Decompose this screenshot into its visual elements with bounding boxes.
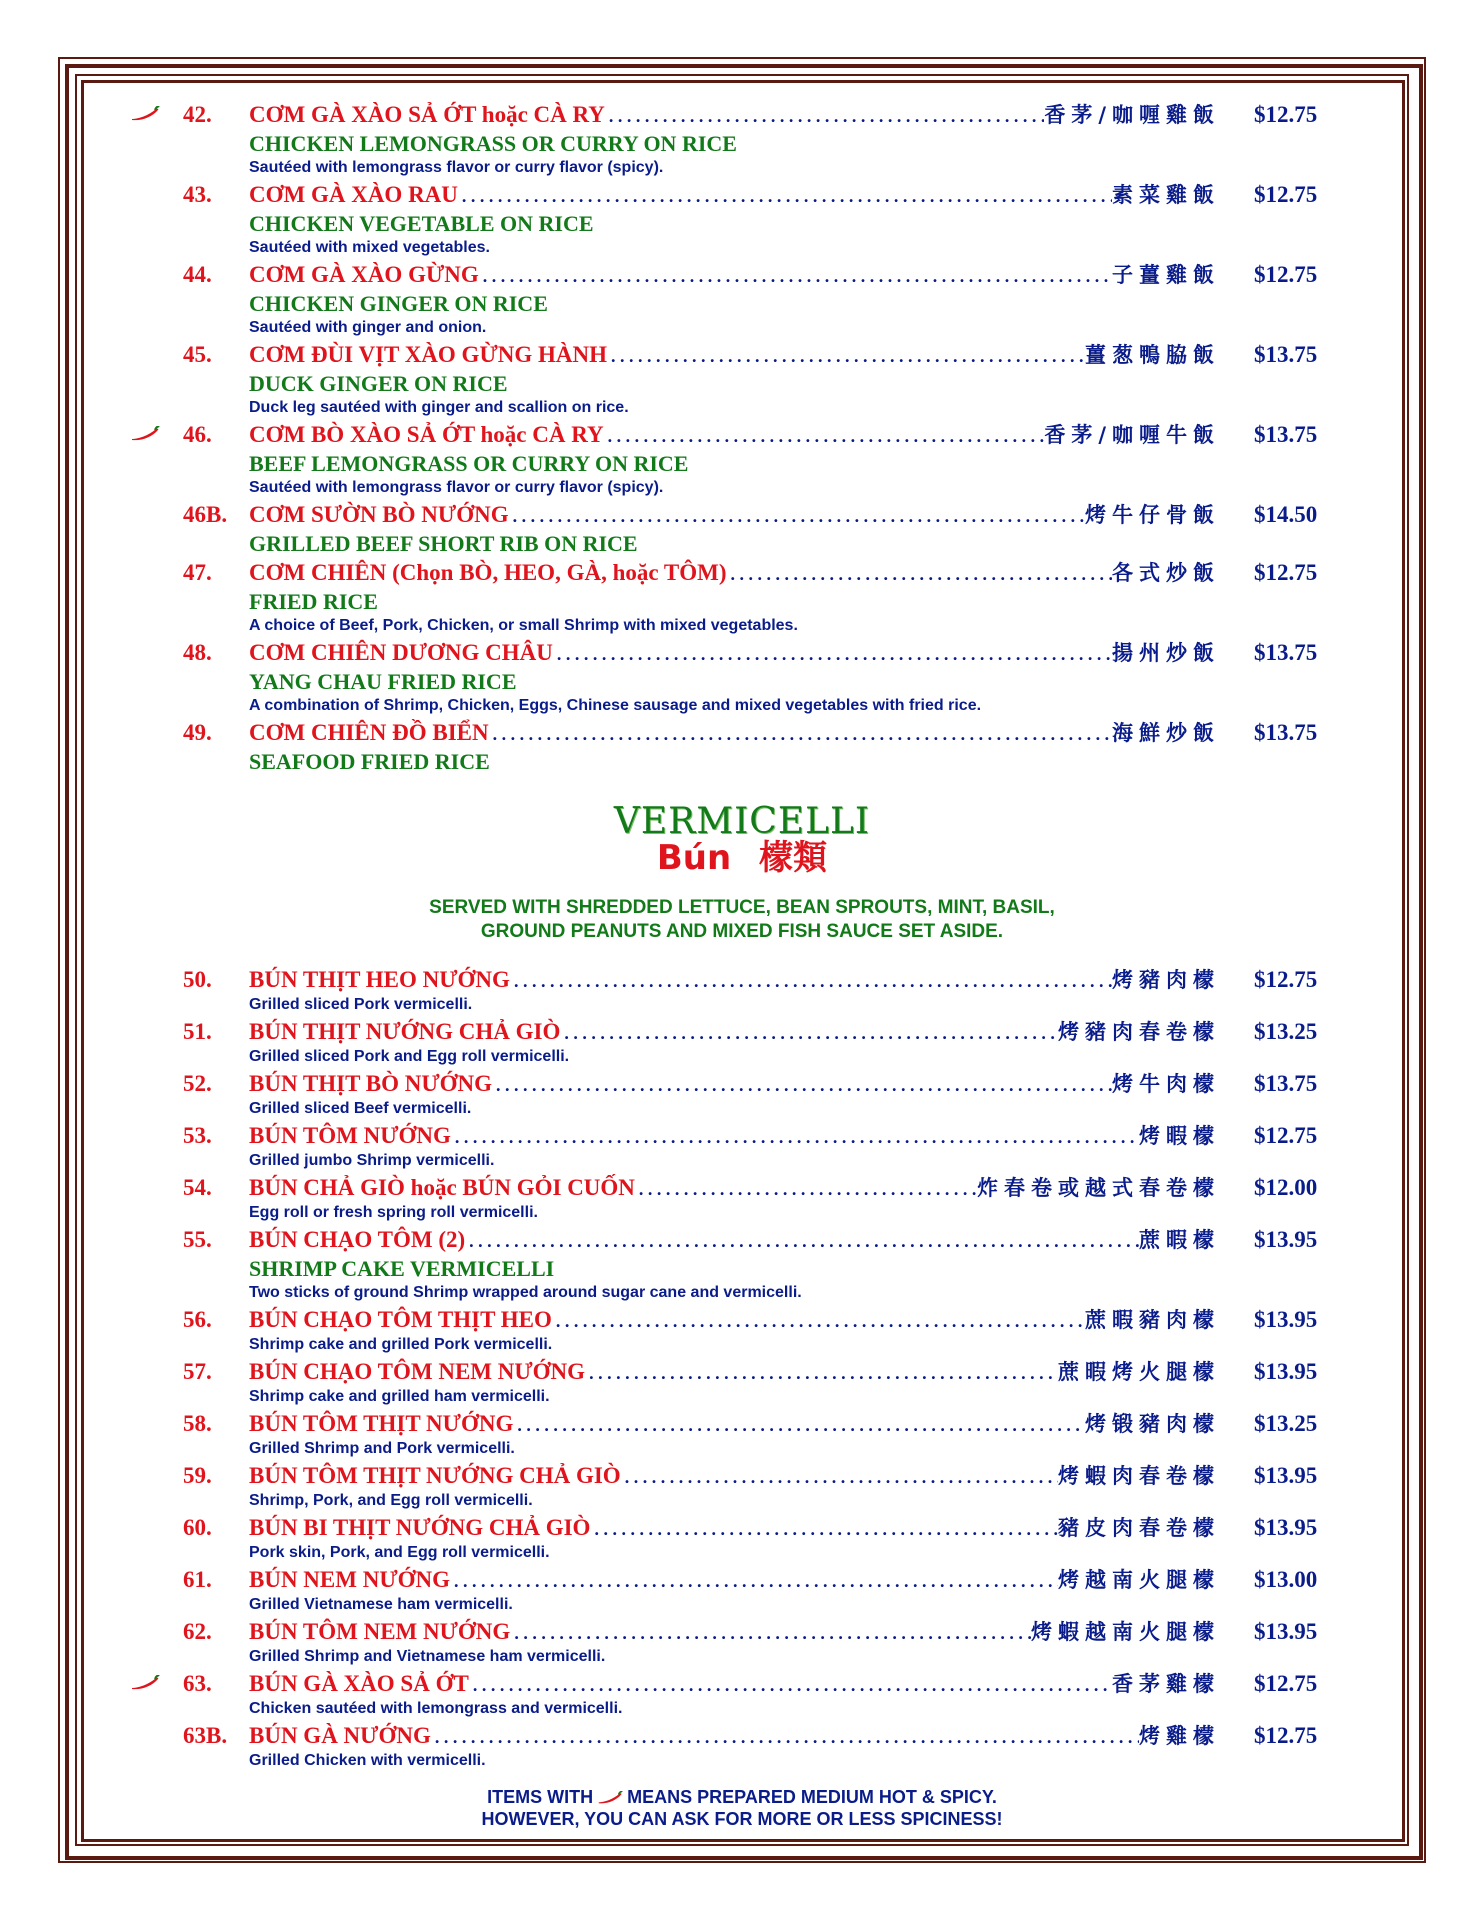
item-description: Pork skin, Pork, and Egg roll vermicelli.	[249, 1544, 550, 1561]
item-number: 46.	[183, 422, 212, 447]
menu-item-46	[0, 420, 1484, 450]
item-number: 57.	[183, 1359, 212, 1384]
item-description: Shrimp cake and grilled Pork vermicelli.	[249, 1336, 553, 1353]
item-price: $12.75	[1254, 1671, 1318, 1696]
item-leader-line	[249, 1461, 1220, 1492]
item-name-vietnamese: BÚN BI THỊT NƯỚNG CHẢ GIÒ	[249, 1515, 591, 1540]
leader-dots	[605, 101, 1044, 131]
section-intro-line1: SERVED WITH SHREDDED LETTUCE, BEAN SPROUTS, MINT, BASIL,	[429, 897, 1055, 918]
leader-dots	[450, 1566, 1058, 1596]
item-name-chinese: 烤豬肉春卷檬	[1058, 1020, 1220, 1044]
item-price: $13.95	[1254, 1307, 1318, 1332]
leader-dots	[590, 1514, 1058, 1544]
item-name-chinese: 素菜雞飯	[1112, 183, 1220, 207]
item-number: 47.	[183, 560, 212, 585]
item-name-vietnamese: BÚN CHẠO TÔM (2)	[249, 1227, 466, 1252]
item-leader-line	[249, 340, 1220, 371]
item-number: 55.	[183, 1227, 212, 1252]
item-leader-line	[249, 1121, 1220, 1152]
item-number: 61.	[183, 1567, 212, 1592]
menu-item-61	[0, 1565, 1484, 1595]
item-description: Sautéed with lemongrass flavor or curry flavor (spicy).	[249, 159, 664, 176]
item-name-vietnamese: CƠM CHIÊN ĐỒ BIỂN	[249, 720, 489, 745]
item-name-chinese: 豬皮肉春卷檬	[1058, 1516, 1220, 1540]
item-leader-line	[249, 638, 1220, 669]
leader-dots	[621, 1462, 1058, 1492]
item-name-vietnamese: CƠM CHIÊN (Chọn BÒ, HEO, GÀ, hoặc TÔM)	[249, 560, 727, 585]
item-leader-line	[249, 500, 1220, 531]
item-name-chinese: 烤雞檬	[1139, 1724, 1220, 1748]
menu-item-42	[0, 100, 1484, 130]
item-description: Shrimp cake and grilled ham vermicelli.	[249, 1388, 550, 1405]
item-name-english: DUCK GINGER ON RICE	[249, 371, 508, 396]
item-name-vietnamese: BÚN NEM NƯỚNG	[249, 1567, 451, 1592]
vermicelli-title: VERMICELLI	[613, 801, 871, 842]
item-number: 43.	[183, 182, 212, 207]
item-description: Grilled Chicken with vermicelli.	[249, 1752, 486, 1769]
item-name-chinese: 蔗暇烤火腿檬	[1058, 1360, 1220, 1384]
item-name-vietnamese: BÚN GÀ NƯỚNG	[249, 1723, 431, 1748]
item-name-chinese: 烤蝦越南火腿檬	[1031, 1620, 1220, 1644]
item-number: 59.	[183, 1463, 212, 1488]
item-leader-line	[249, 1225, 1220, 1256]
item-name-english: YANG CHAU FRIED RICE	[249, 669, 517, 694]
leader-dots	[479, 261, 1112, 291]
item-description: Grilled sliced Pork vermicelli.	[249, 996, 473, 1013]
footer-line1	[0, 1786, 1484, 1808]
menu-item-63B	[0, 1721, 1484, 1751]
leader-dots	[560, 1018, 1058, 1048]
item-description: Egg roll or fresh spring roll vermicelli.	[249, 1204, 538, 1221]
item-leader-line	[249, 1721, 1220, 1752]
item-description: Two sticks of ground Shrimp wrapped around sugar cane and vermicelli.	[249, 1284, 802, 1301]
item-description: Sautéed with mixed vegetables.	[249, 239, 490, 256]
item-name-vietnamese: BÚN CHẠO TÔM NEM NƯỚNG	[249, 1359, 586, 1384]
item-leader-line	[249, 718, 1220, 749]
item-price: $13.75	[1254, 720, 1318, 745]
item-description: Grilled Shrimp and Pork vermicelli.	[249, 1440, 515, 1457]
item-name-english: SHRIMP CAKE VERMICELLI	[249, 1256, 555, 1281]
item-leader-line	[249, 1513, 1220, 1544]
item-leader-line	[249, 558, 1220, 589]
chili-pepper-icon	[130, 106, 160, 122]
item-price: $13.95	[1254, 1463, 1318, 1488]
item-name-vietnamese: BÚN TÔM THỊT NƯỚNG CHẢ GIÒ	[249, 1463, 621, 1488]
item-number: 62.	[183, 1619, 212, 1644]
item-name-chinese: 香茅/咖喱牛飯	[1044, 423, 1220, 447]
item-name-chinese: 薑葱鴨脇飯	[1085, 343, 1220, 367]
menu-item-48	[0, 638, 1484, 668]
item-number: 52.	[183, 1071, 212, 1096]
vermicelli-subtitle-vn: Bún	[656, 838, 732, 878]
menu-item-54	[0, 1173, 1484, 1203]
chili-pepper-icon	[130, 1675, 160, 1691]
item-price: $13.95	[1254, 1515, 1318, 1540]
leader-dots	[553, 639, 1112, 669]
item-name-vietnamese: CƠM CHIÊN DƯƠNG CHÂU	[249, 640, 553, 665]
leader-dots	[607, 341, 1085, 371]
leader-dots	[604, 421, 1045, 451]
item-name-chinese: 烤牛肉檬	[1112, 1072, 1220, 1096]
item-number: 42.	[183, 102, 212, 127]
item-name-chinese: 各式炒飯	[1112, 561, 1220, 585]
item-price: $14.50	[1254, 502, 1318, 527]
item-price: $13.95	[1254, 1359, 1318, 1384]
item-name-chinese: 香茅雞檬	[1112, 1672, 1220, 1696]
item-number: 51.	[183, 1019, 212, 1044]
item-leader-line	[249, 260, 1220, 291]
item-description: Grilled Vietnamese ham vermicelli.	[249, 1596, 513, 1613]
leader-dots	[465, 1226, 1139, 1256]
item-name-vietnamese: BÚN CHẢ GIÒ hoặc BÚN GỎI CUỐN	[249, 1175, 635, 1200]
item-number: 56.	[183, 1307, 212, 1332]
item-number: 45.	[183, 342, 212, 367]
leader-dots	[585, 1358, 1058, 1388]
footer-text-after: MEANS PREPARED MEDIUM HOT & SPICY.	[627, 1787, 997, 1807]
menu-item-53	[0, 1121, 1484, 1151]
vermicelli-subtitle-zh: 檬類	[759, 838, 828, 878]
menu-item-52	[0, 1069, 1484, 1099]
item-description: Grilled jumbo Shrimp vermicelli.	[249, 1152, 495, 1169]
menu-item-43	[0, 180, 1484, 210]
item-leader-line	[249, 1173, 1220, 1204]
item-price: $12.00	[1254, 1175, 1318, 1200]
item-name-vietnamese: BÚN THỊT BÒ NƯỚNG	[249, 1071, 493, 1096]
menu-item-47	[0, 558, 1484, 588]
menu-item-63	[0, 1669, 1484, 1699]
leader-dots	[552, 1306, 1085, 1336]
item-price: $13.75	[1254, 422, 1318, 447]
item-description: Grilled Shrimp and Vietnamese ham vermicelli.	[249, 1648, 606, 1665]
item-price: $13.75	[1254, 342, 1318, 367]
item-leader-line	[249, 420, 1220, 451]
menu-item-55	[0, 1225, 1484, 1255]
item-price: $13.75	[1254, 640, 1318, 665]
menu-item-45	[0, 340, 1484, 370]
item-price: $13.75	[1254, 1071, 1318, 1096]
item-price: $12.75	[1254, 560, 1318, 585]
item-price: $12.75	[1254, 1723, 1318, 1748]
item-name-chinese: 烤锻豬肉檬	[1085, 1412, 1220, 1436]
item-description: Duck leg sautéed with ginger and scallion on rice.	[249, 399, 629, 416]
menu-item-60	[0, 1513, 1484, 1543]
item-number: 46B.	[183, 502, 228, 527]
item-name-english: CHICKEN VEGETABLE ON RICE	[249, 211, 594, 236]
item-name-chinese: 烤越南火腿檬	[1058, 1568, 1220, 1592]
leader-dots	[458, 181, 1112, 211]
item-number: 60.	[183, 1515, 212, 1540]
item-number: 49.	[183, 720, 212, 745]
item-name-chinese: 海鮮炒飯	[1112, 721, 1220, 745]
item-number: 53.	[183, 1123, 212, 1148]
item-description: A choice of Beef, Pork, Chicken, or small Shrimp with mixed vegetables.	[249, 617, 798, 634]
item-name-vietnamese: BÚN CHẠO TÔM THỊT HEO	[249, 1307, 552, 1332]
item-description: Sautéed with lemongrass flavor or curry flavor (spicy).	[249, 479, 664, 496]
item-leader-line	[249, 1305, 1220, 1336]
leader-dots	[489, 719, 1112, 749]
item-leader-line	[249, 1409, 1220, 1440]
item-name-vietnamese: BÚN THỊT NƯỚNG CHẢ GIÒ	[249, 1019, 561, 1044]
item-leader-line	[249, 100, 1220, 131]
item-name-english: CHICKEN LEMONGRASS OR CURRY ON RICE	[249, 131, 737, 156]
item-name-vietnamese: CƠM GÀ XÀO RAU	[249, 182, 458, 207]
item-name-english: BEEF LEMONGRASS OR CURRY ON RICE	[249, 451, 689, 476]
footer-line2: HOWEVER, YOU CAN ASK FOR MORE OR LESS SPICINESS!	[481, 1809, 1003, 1829]
item-leader-line	[249, 1357, 1220, 1388]
item-number: 44.	[183, 262, 212, 287]
item-leader-line	[249, 965, 1220, 996]
leader-dots	[509, 501, 1085, 531]
leader-dots	[635, 1174, 977, 1204]
item-name-chinese: 蔗暇豬肉檬	[1085, 1308, 1220, 1332]
item-name-english: GRILLED BEEF SHORT RIB ON RICE	[249, 531, 638, 556]
item-name-vietnamese: BÚN THỊT HEO NƯỚNG	[249, 967, 510, 992]
item-price: $12.75	[1254, 262, 1318, 287]
menu-item-50	[0, 965, 1484, 995]
item-name-vietnamese: CƠM GÀ XÀO SẢ ỚT hoặc CÀ RY	[249, 102, 605, 127]
item-name-vietnamese: CƠM SƯỜN BÒ NƯỚNG	[249, 502, 509, 527]
item-leader-line	[249, 1669, 1220, 1700]
item-name-english: FRIED RICE	[249, 589, 378, 614]
item-name-chinese: 烤豬肉檬	[1112, 968, 1220, 992]
menu-item-51	[0, 1017, 1484, 1047]
item-name-vietnamese: BÚN TÔM THỊT NƯỚNG	[249, 1411, 514, 1436]
section-intro-line2: GROUND PEANUTS AND MIXED FISH SAUCE SET ASIDE.	[480, 921, 1004, 942]
section-title	[0, 802, 1484, 842]
item-price: $13.25	[1254, 1411, 1318, 1436]
item-number: 50.	[183, 967, 212, 992]
item-leader-line	[249, 180, 1220, 211]
item-name-chinese: 子薑雞飯	[1112, 263, 1220, 287]
item-name-chinese: 蔗暇檬	[1139, 1228, 1220, 1252]
item-name-vietnamese: BÚN GÀ XÀO SẢ ỚT	[249, 1671, 469, 1696]
item-leader-line	[249, 1565, 1220, 1596]
chili-pepper-icon	[130, 426, 160, 442]
item-price: $13.00	[1254, 1567, 1318, 1592]
item-leader-line	[249, 1069, 1220, 1100]
leader-dots	[492, 1070, 1112, 1100]
item-number: 54.	[183, 1175, 212, 1200]
item-description: A combination of Shrimp, Chicken, Eggs, Chinese sausage and mixed vegetables with fried rice.	[249, 697, 982, 714]
leader-dots	[451, 1122, 1139, 1152]
menu-item-44	[0, 260, 1484, 290]
leader-dots	[727, 559, 1113, 589]
item-price: $12.75	[1254, 1123, 1318, 1148]
item-price: $12.75	[1254, 967, 1318, 992]
leader-dots	[510, 1618, 1031, 1648]
item-description: Sautéed with ginger and onion.	[249, 319, 487, 336]
item-leader-line	[249, 1017, 1220, 1048]
item-name-english: CHICKEN GINGER ON RICE	[249, 291, 548, 316]
item-price: $12.75	[1254, 182, 1318, 207]
menu-item-59	[0, 1461, 1484, 1491]
item-name-vietnamese: BÚN TÔM NEM NƯỚNG	[249, 1619, 511, 1644]
item-price: $12.75	[1254, 102, 1318, 127]
item-price: $13.95	[1254, 1227, 1318, 1252]
item-name-chinese: 烤牛仔骨飯	[1085, 503, 1220, 527]
menu-item-62	[0, 1617, 1484, 1647]
item-name-chinese: 烤暇檬	[1139, 1124, 1220, 1148]
menu-item-58	[0, 1409, 1484, 1439]
item-leader-line	[249, 1617, 1220, 1648]
item-number: 58.	[183, 1411, 212, 1436]
item-name-vietnamese: CƠM BÒ XÀO SẢ ỚT hoặc CÀ RY	[249, 422, 604, 447]
menu-item-49	[0, 718, 1484, 748]
item-name-chinese: 炸春卷或越式春卷檬	[977, 1176, 1220, 1200]
item-number: 48.	[183, 640, 212, 665]
item-number: 63.	[183, 1671, 212, 1696]
item-description: Shrimp, Pork, and Egg roll vermicelli.	[249, 1492, 533, 1509]
menu-item-57	[0, 1357, 1484, 1387]
item-name-chinese: 烤蝦肉春卷檬	[1058, 1464, 1220, 1488]
footer-text-before: ITEMS WITH	[487, 1787, 594, 1807]
item-name-vietnamese: CƠM GÀ XÀO GỪNG	[249, 262, 479, 287]
item-name-english: SEAFOOD FRIED RICE	[249, 749, 490, 774]
menu-item-46B	[0, 500, 1484, 530]
section-subtitle	[0, 838, 1484, 879]
item-number: 63B.	[183, 1723, 228, 1748]
item-description: Grilled sliced Beef vermicelli.	[249, 1100, 472, 1117]
chili-pepper-icon	[597, 1791, 623, 1805]
item-price: $13.95	[1254, 1619, 1318, 1644]
item-name-chinese: 揚州炒飯	[1112, 641, 1220, 665]
item-description: Grilled sliced Pork and Egg roll vermicelli.	[249, 1048, 570, 1065]
leader-dots	[510, 966, 1112, 996]
leader-dots	[469, 1670, 1112, 1700]
item-price: $13.25	[1254, 1019, 1318, 1044]
menu-item-56	[0, 1305, 1484, 1335]
item-description: Chicken sautéed with lemongrass and vermicelli.	[249, 1700, 623, 1717]
item-name-vietnamese: CƠM ĐÙI VỊT XÀO GỪNG HÀNH	[249, 342, 608, 367]
leader-dots	[513, 1410, 1085, 1440]
item-name-chinese: 香茅/咖喱雞飯	[1044, 103, 1220, 127]
leader-dots	[431, 1722, 1139, 1752]
item-name-vietnamese: BÚN TÔM NƯỚNG	[249, 1123, 451, 1148]
